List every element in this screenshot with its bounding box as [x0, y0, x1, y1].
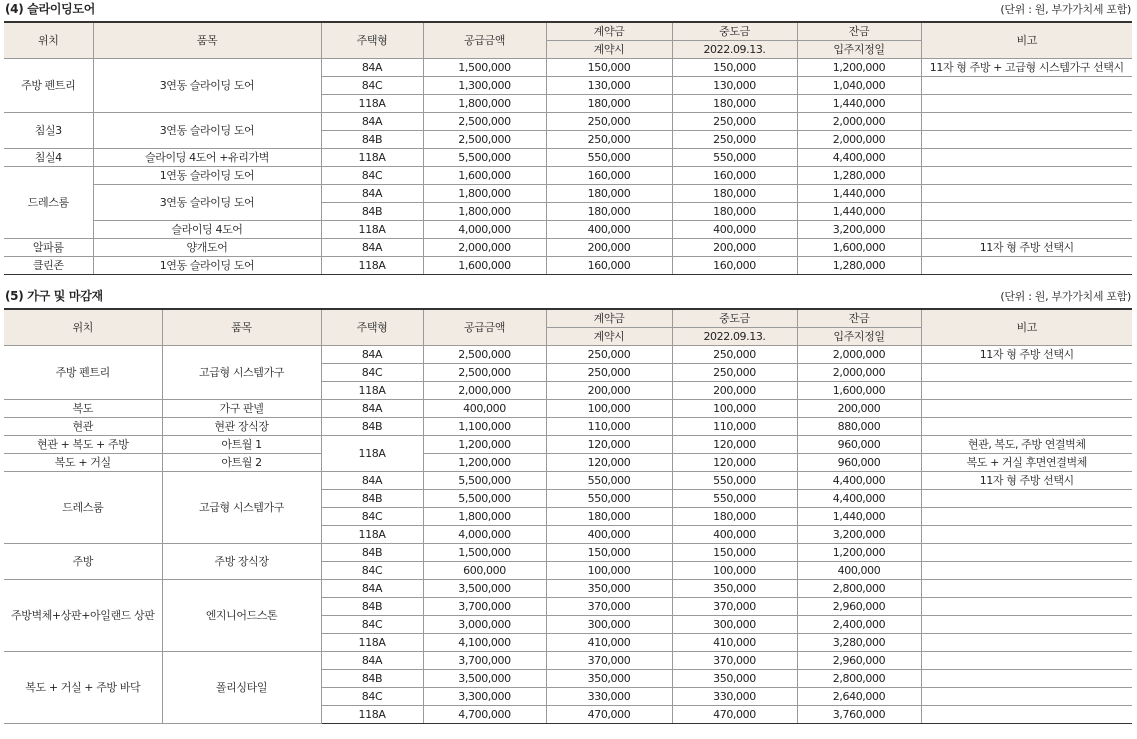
- col-middle-sub: 2022.09.13.: [672, 41, 797, 59]
- cell-location: 주방: [4, 544, 162, 580]
- cell-middle: 350,000: [672, 670, 797, 688]
- cell-middle: 350,000: [672, 580, 797, 598]
- cell-note: [921, 257, 1132, 275]
- cell-deposit: 370,000: [546, 598, 672, 616]
- col-supply: 공급금액: [423, 309, 546, 346]
- col-balance: 잔금: [797, 309, 921, 328]
- cell-note: [921, 688, 1132, 706]
- cell-balance: 1,440,000: [797, 95, 921, 113]
- cell-item: 고급형 시스템가구: [162, 472, 321, 544]
- cell-deposit: 350,000: [546, 670, 672, 688]
- cell-deposit: 300,000: [546, 616, 672, 634]
- cell-balance: 4,400,000: [797, 149, 921, 167]
- cell-item: 폴리싱타일: [162, 652, 321, 724]
- cell-middle: 400,000: [672, 526, 797, 544]
- cell-deposit: 200,000: [546, 382, 672, 400]
- cell-note: 11자 형 주방 선택시: [921, 472, 1132, 490]
- cell-deposit: 150,000: [546, 544, 672, 562]
- cell-location: 침실4: [4, 149, 93, 167]
- cell-middle: 180,000: [672, 185, 797, 203]
- cell-type: 84A: [321, 652, 423, 670]
- table-row: [4, 221, 1132, 239]
- cell-balance: 1,440,000: [797, 185, 921, 203]
- col-balance: 잔금: [797, 22, 921, 41]
- cell-type: 84C: [321, 167, 423, 185]
- cell-note: [921, 526, 1132, 544]
- cell-type: 118A: [321, 436, 423, 472]
- cell-note: [921, 580, 1132, 598]
- cell-deposit: 120,000: [546, 454, 672, 472]
- cell-note: 복도 + 거실 후면연결벽체: [921, 454, 1132, 472]
- cell-location: 드레스룸: [4, 472, 162, 544]
- cell-note: 11자 형 주방 선택시: [921, 346, 1132, 364]
- col-deposit-sub: 계약시: [546, 328, 672, 346]
- cell-middle: 160,000: [672, 257, 797, 275]
- cell-deposit: 120,000: [546, 436, 672, 454]
- cell-location: 주방 펜트리: [4, 59, 93, 113]
- cell-deposit: 410,000: [546, 634, 672, 652]
- col-middle: 중도금: [672, 22, 797, 41]
- cell-middle: 250,000: [672, 346, 797, 364]
- cell-note: [921, 544, 1132, 562]
- cell-note: [921, 131, 1132, 149]
- cell-type: 84A: [321, 59, 423, 77]
- sliding-door-table: [4, 21, 1132, 275]
- cell-location: 주방벽체+상판+아일랜드 상판: [4, 580, 162, 652]
- cell-middle: 120,000: [672, 436, 797, 454]
- cell-type: 84C: [321, 364, 423, 382]
- cell-note: [921, 616, 1132, 634]
- cell-supply: 1,200,000: [423, 436, 546, 454]
- cell-balance: 1,600,000: [797, 239, 921, 257]
- cell-balance: 3,280,000: [797, 634, 921, 652]
- cell-middle: 550,000: [672, 149, 797, 167]
- cell-deposit: 250,000: [546, 364, 672, 382]
- cell-balance: 2,800,000: [797, 580, 921, 598]
- cell-balance: 1,200,000: [797, 544, 921, 562]
- cell-deposit: 180,000: [546, 95, 672, 113]
- cell-balance: 2,640,000: [797, 688, 921, 706]
- cell-supply: 5,500,000: [423, 472, 546, 490]
- cell-type: 84A: [321, 185, 423, 203]
- cell-type: 84B: [321, 418, 423, 436]
- col-type: 주택형: [321, 22, 423, 59]
- cell-middle: 180,000: [672, 203, 797, 221]
- cell-note: [921, 364, 1132, 382]
- cell-type: 84A: [321, 580, 423, 598]
- cell-deposit: 150,000: [546, 59, 672, 77]
- cell-balance: 4,400,000: [797, 472, 921, 490]
- cell-note: [921, 382, 1132, 400]
- cell-type: 84B: [321, 544, 423, 562]
- cell-middle: 150,000: [672, 59, 797, 77]
- cell-type: 84C: [321, 77, 423, 95]
- cell-type: 84C: [321, 508, 423, 526]
- cell-middle: 250,000: [672, 113, 797, 131]
- cell-note: [921, 221, 1132, 239]
- cell-supply: 400,000: [423, 400, 546, 418]
- col-location: 위치: [4, 22, 93, 59]
- cell-deposit: 200,000: [546, 239, 672, 257]
- cell-note: 11자 형 주방 선택시: [921, 239, 1132, 257]
- table-row: [4, 400, 1132, 418]
- cell-balance: 960,000: [797, 436, 921, 454]
- col-type: 주택형: [321, 309, 423, 346]
- table-row: [4, 580, 1132, 598]
- cell-deposit: 550,000: [546, 149, 672, 167]
- cell-balance: 2,800,000: [797, 670, 921, 688]
- cell-note: [921, 167, 1132, 185]
- table-row: [4, 418, 1132, 436]
- cell-middle: 410,000: [672, 634, 797, 652]
- table-row: [4, 472, 1132, 490]
- cell-supply: 4,700,000: [423, 706, 546, 724]
- cell-balance: 1,200,000: [797, 59, 921, 77]
- table-row: [4, 113, 1132, 131]
- cell-note: [921, 95, 1132, 113]
- cell-deposit: 400,000: [546, 221, 672, 239]
- cell-middle: 400,000: [672, 221, 797, 239]
- cell-location: 드레스룸: [4, 167, 93, 239]
- cell-type: 118A: [321, 95, 423, 113]
- cell-balance: 2,000,000: [797, 346, 921, 364]
- col-note: 비고: [921, 309, 1132, 346]
- cell-middle: 330,000: [672, 688, 797, 706]
- cell-item: 1연동 슬라이딩 도어: [93, 167, 321, 185]
- col-deposit-sub: 계약시: [546, 41, 672, 59]
- table-row: [4, 59, 1132, 77]
- cell-location: 복도: [4, 400, 162, 418]
- sliding-door-rows: [4, 59, 1132, 275]
- col-item: 품목: [162, 309, 321, 346]
- cell-deposit: 180,000: [546, 508, 672, 526]
- cell-balance: 2,960,000: [797, 652, 921, 670]
- cell-type: 118A: [321, 706, 423, 724]
- cell-supply: 3,500,000: [423, 670, 546, 688]
- cell-supply: 4,100,000: [423, 634, 546, 652]
- cell-supply: 2,500,000: [423, 346, 546, 364]
- cell-deposit: 180,000: [546, 203, 672, 221]
- cell-deposit: 160,000: [546, 257, 672, 275]
- cell-location: 클린존: [4, 257, 93, 275]
- cell-type: 118A: [321, 634, 423, 652]
- cell-type: 84A: [321, 472, 423, 490]
- cell-balance: 200,000: [797, 400, 921, 418]
- col-note: 비고: [921, 22, 1132, 59]
- col-supply: 공급금액: [423, 22, 546, 59]
- cell-supply: 3,700,000: [423, 652, 546, 670]
- cell-type: 118A: [321, 221, 423, 239]
- table-row: [4, 185, 1132, 203]
- cell-item: 양개도어: [93, 239, 321, 257]
- cell-deposit: 550,000: [546, 490, 672, 508]
- cell-supply: 1,100,000: [423, 418, 546, 436]
- cell-note: [921, 562, 1132, 580]
- cell-note: [921, 418, 1132, 436]
- cell-supply: 5,500,000: [423, 149, 546, 167]
- cell-type: 84B: [321, 490, 423, 508]
- cell-type: 84B: [321, 598, 423, 616]
- cell-middle: 550,000: [672, 472, 797, 490]
- cell-note: [921, 706, 1132, 724]
- cell-middle: 100,000: [672, 562, 797, 580]
- cell-middle: 250,000: [672, 364, 797, 382]
- cell-note: [921, 652, 1132, 670]
- cell-deposit: 250,000: [546, 346, 672, 364]
- cell-balance: 4,400,000: [797, 490, 921, 508]
- table-row: [4, 149, 1132, 167]
- cell-note: [921, 490, 1132, 508]
- col-middle-sub: 2022.09.13.: [672, 328, 797, 346]
- cell-location: 알파룸: [4, 239, 93, 257]
- cell-item: 주방 장식장: [162, 544, 321, 580]
- cell-note: [921, 508, 1132, 526]
- cell-supply: 3,000,000: [423, 616, 546, 634]
- table-row: [4, 346, 1132, 364]
- furniture-rows: [4, 346, 1132, 724]
- cell-middle: 470,000: [672, 706, 797, 724]
- cell-supply: 1,800,000: [423, 185, 546, 203]
- section-4-header: [0, 0, 1137, 19]
- furniture-table: [4, 308, 1132, 724]
- cell-supply: 4,000,000: [423, 526, 546, 544]
- cell-deposit: 250,000: [546, 131, 672, 149]
- cell-balance: 1,440,000: [797, 203, 921, 221]
- cell-deposit: 370,000: [546, 652, 672, 670]
- cell-middle: 200,000: [672, 382, 797, 400]
- cell-type: 84C: [321, 688, 423, 706]
- table-row: [4, 167, 1132, 185]
- cell-supply: 1,300,000: [423, 77, 546, 95]
- cell-balance: 1,280,000: [797, 167, 921, 185]
- cell-item: 아트월 2: [162, 454, 321, 472]
- cell-note: [921, 634, 1132, 652]
- cell-deposit: 110,000: [546, 418, 672, 436]
- col-balance-sub: 입주지정일: [797, 41, 921, 59]
- cell-location: 주방 펜트리: [4, 346, 162, 400]
- cell-supply: 1,800,000: [423, 203, 546, 221]
- cell-supply: 3,300,000: [423, 688, 546, 706]
- cell-balance: 1,280,000: [797, 257, 921, 275]
- cell-note: [921, 203, 1132, 221]
- cell-middle: 130,000: [672, 77, 797, 95]
- cell-balance: 2,400,000: [797, 616, 921, 634]
- cell-location: 침실3: [4, 113, 93, 149]
- cell-type: 84B: [321, 203, 423, 221]
- cell-location: 복도 + 거실 + 주방 바닥: [4, 652, 162, 724]
- cell-deposit: 350,000: [546, 580, 672, 598]
- cell-location: 복도 + 거실: [4, 454, 162, 472]
- cell-type: 84B: [321, 131, 423, 149]
- cell-note: [921, 77, 1132, 95]
- col-balance-sub: 입주지정일: [797, 328, 921, 346]
- cell-balance: 2,000,000: [797, 113, 921, 131]
- cell-balance: 880,000: [797, 418, 921, 436]
- section-5-title: (5) 가구 및 마감재: [5, 289, 103, 303]
- cell-location: 현관 + 복도 + 주방: [4, 436, 162, 454]
- cell-supply: 3,700,000: [423, 598, 546, 616]
- cell-balance: 3,200,000: [797, 526, 921, 544]
- cell-middle: 300,000: [672, 616, 797, 634]
- cell-supply: 1,600,000: [423, 257, 546, 275]
- cell-middle: 150,000: [672, 544, 797, 562]
- cell-note: [921, 149, 1132, 167]
- cell-middle: 100,000: [672, 400, 797, 418]
- table-row: [4, 239, 1132, 257]
- section-4-unit: (단위 : 원, 부가가치세 포함): [1000, 3, 1131, 16]
- cell-supply: 600,000: [423, 562, 546, 580]
- cell-middle: 110,000: [672, 418, 797, 436]
- cell-item: 슬라이딩 4도어: [93, 221, 321, 239]
- cell-type: 118A: [321, 382, 423, 400]
- cell-type: 84C: [321, 562, 423, 580]
- cell-middle: 160,000: [672, 167, 797, 185]
- cell-note: [921, 113, 1132, 131]
- cell-middle: 250,000: [672, 131, 797, 149]
- cell-note: [921, 185, 1132, 203]
- cell-type: 118A: [321, 149, 423, 167]
- col-middle: 중도금: [672, 309, 797, 328]
- table-row: [4, 436, 1132, 454]
- cell-balance: 2,000,000: [797, 364, 921, 382]
- cell-item: 아트월 1: [162, 436, 321, 454]
- cell-note: 11자 형 주방 + 고급형 시스템가구 선택시: [921, 59, 1132, 77]
- cell-type: 84A: [321, 400, 423, 418]
- cell-middle: 180,000: [672, 508, 797, 526]
- cell-middle: 120,000: [672, 454, 797, 472]
- cell-note: 현관, 복도, 주방 연결벽체: [921, 436, 1132, 454]
- table-row: [4, 652, 1132, 670]
- cell-balance: 400,000: [797, 562, 921, 580]
- cell-supply: 1,600,000: [423, 167, 546, 185]
- cell-deposit: 130,000: [546, 77, 672, 95]
- cell-deposit: 470,000: [546, 706, 672, 724]
- cell-item: 엔지니어드스톤: [162, 580, 321, 652]
- cell-balance: 1,600,000: [797, 382, 921, 400]
- section-4-title: (4) 슬라이딩도어: [5, 2, 96, 16]
- cell-balance: 960,000: [797, 454, 921, 472]
- cell-location: 현관: [4, 418, 162, 436]
- table-row: [4, 454, 1132, 472]
- cell-supply: 5,500,000: [423, 490, 546, 508]
- cell-item: 고급형 시스템가구: [162, 346, 321, 400]
- cell-balance: 3,760,000: [797, 706, 921, 724]
- cell-deposit: 330,000: [546, 688, 672, 706]
- cell-type: 84A: [321, 239, 423, 257]
- cell-supply: 1,500,000: [423, 544, 546, 562]
- table-row: [4, 257, 1132, 275]
- cell-note: [921, 670, 1132, 688]
- cell-note: [921, 598, 1132, 616]
- cell-supply: 2,500,000: [423, 113, 546, 131]
- cell-item: 슬라이딩 4도어 +유리가벽: [93, 149, 321, 167]
- cell-deposit: 400,000: [546, 526, 672, 544]
- cell-supply: 1,200,000: [423, 454, 546, 472]
- cell-middle: 200,000: [672, 239, 797, 257]
- cell-middle: 370,000: [672, 598, 797, 616]
- cell-middle: 550,000: [672, 490, 797, 508]
- cell-item: 3연동 슬라이딩 도어: [93, 185, 321, 221]
- cell-balance: 2,960,000: [797, 598, 921, 616]
- section-5-header: [0, 287, 1137, 306]
- cell-type: 84A: [321, 346, 423, 364]
- cell-middle: 180,000: [672, 95, 797, 113]
- section-4: [0, 0, 1137, 19]
- cell-type: 118A: [321, 526, 423, 544]
- cell-type: 84A: [321, 113, 423, 131]
- col-item: 품목: [93, 22, 321, 59]
- cell-type: 118A: [321, 257, 423, 275]
- cell-middle: 370,000: [672, 652, 797, 670]
- cell-deposit: 100,000: [546, 400, 672, 418]
- cell-item: 현관 장식장: [162, 418, 321, 436]
- cell-balance: 1,440,000: [797, 508, 921, 526]
- cell-deposit: 550,000: [546, 472, 672, 490]
- cell-supply: 2,000,000: [423, 239, 546, 257]
- cell-note: [921, 400, 1132, 418]
- cell-deposit: 250,000: [546, 113, 672, 131]
- cell-supply: 3,500,000: [423, 580, 546, 598]
- col-location: 위치: [4, 309, 162, 346]
- cell-item: 가구 판넬: [162, 400, 321, 418]
- section-5-unit: (단위 : 원, 부가가치세 포함): [1000, 290, 1131, 303]
- cell-type: 84C: [321, 616, 423, 634]
- cell-type: 84B: [321, 670, 423, 688]
- cell-supply: 1,800,000: [423, 508, 546, 526]
- table-row: [4, 544, 1132, 562]
- cell-supply: 4,000,000: [423, 221, 546, 239]
- cell-deposit: 180,000: [546, 185, 672, 203]
- cell-item: 3연동 슬라이딩 도어: [93, 59, 321, 113]
- cell-supply: 2,500,000: [423, 131, 546, 149]
- cell-item: 1연동 슬라이딩 도어: [93, 257, 321, 275]
- cell-deposit: 160,000: [546, 167, 672, 185]
- col-deposit: 계약금: [546, 22, 672, 41]
- cell-supply: 1,800,000: [423, 95, 546, 113]
- cell-supply: 1,500,000: [423, 59, 546, 77]
- section-5: [0, 287, 1137, 306]
- cell-item: 3연동 슬라이딩 도어: [93, 113, 321, 149]
- cell-balance: 2,000,000: [797, 131, 921, 149]
- cell-deposit: 100,000: [546, 562, 672, 580]
- cell-balance: 3,200,000: [797, 221, 921, 239]
- cell-balance: 1,040,000: [797, 77, 921, 95]
- col-deposit: 계약금: [546, 309, 672, 328]
- cell-supply: 2,500,000: [423, 364, 546, 382]
- cell-supply: 2,000,000: [423, 382, 546, 400]
